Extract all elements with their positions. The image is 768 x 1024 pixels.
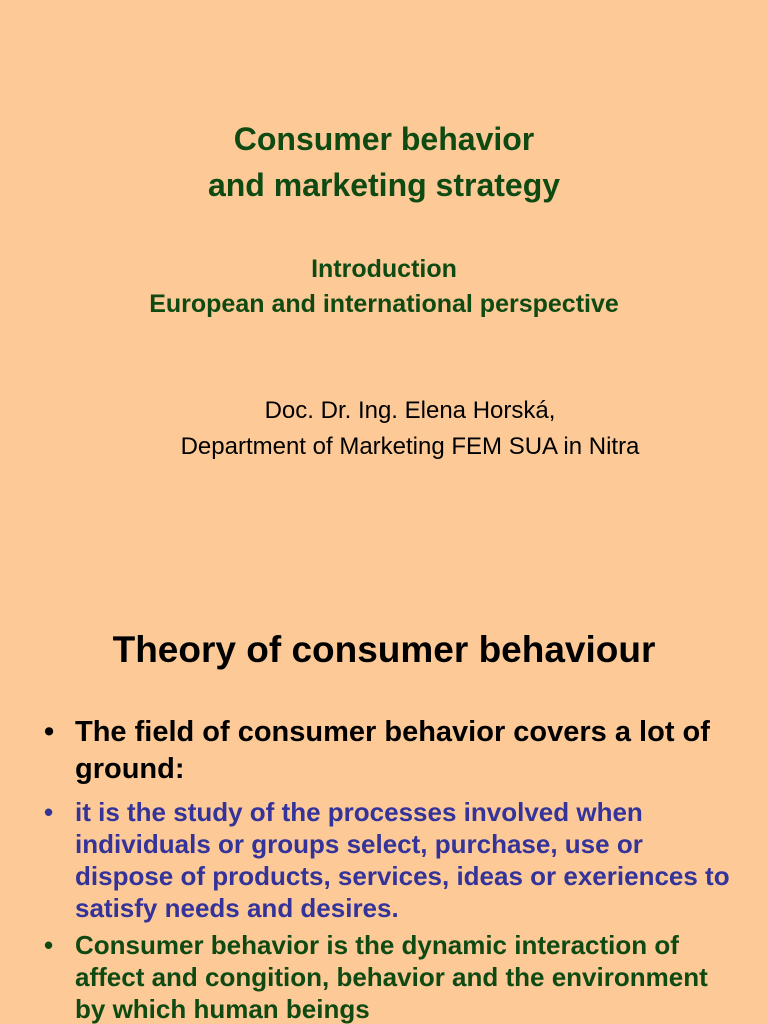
author-block (0, 393, 768, 465)
title-line-2: and marketing strategy (207, 167, 561, 203)
bullet-marker: • (44, 797, 54, 827)
slide-subtitle (0, 252, 768, 322)
bullet-text: The field of consumer behavior covers a lot of ground: (75, 716, 710, 785)
bullet-item (44, 796, 744, 924)
bullet-text: Consumer behavior is the dynamic interaction of affect and congition, behavior and the environment by which human beings (75, 930, 708, 1024)
bullet-marker: • (44, 930, 54, 960)
bullet-item (44, 929, 744, 1024)
bullet-marker: • (44, 716, 55, 748)
bullet-text: it is the study of the processes involved when individuals or groups select, purchase, use or dispose of products, services, ideas or exeriences to satisfy needs and desires. (75, 797, 730, 923)
slide-theory (0, 576, 768, 1024)
subtitle-line-2: European and international perspective (149, 290, 619, 318)
bullet-item (44, 714, 744, 788)
title-line-1: Consumer behavior (233, 121, 535, 157)
subtitle-line-1: Introduction (311, 255, 457, 283)
author-name: Doc. Dr. Ing. Elena Horská, (264, 397, 556, 424)
slide-heading: Theory of consumer behaviour (112, 629, 656, 670)
slide-title (0, 116, 768, 208)
bullet-list (44, 714, 744, 1024)
author-department: Department of Marketing FEM SUA in Nitra (180, 433, 640, 460)
